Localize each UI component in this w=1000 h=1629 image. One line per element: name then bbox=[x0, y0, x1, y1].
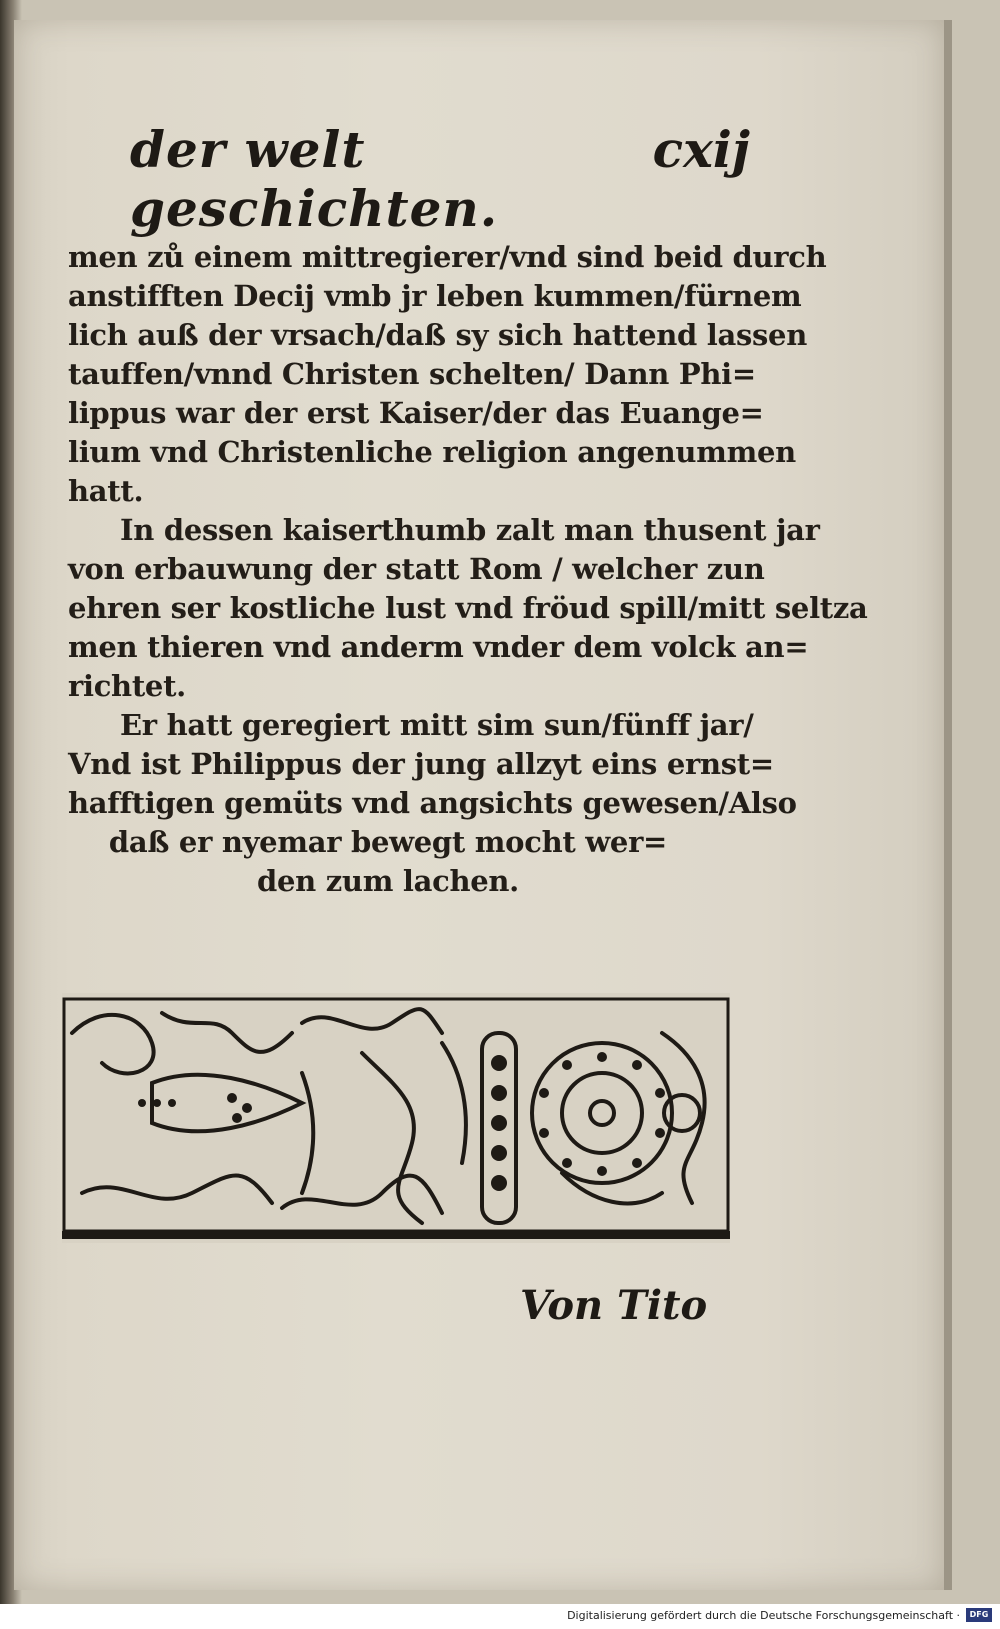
running-title: der welt geschichten. bbox=[130, 120, 499, 238]
text-line: lippus war der erst Kaiser/der das Euange= bbox=[68, 396, 764, 430]
text-line: hafftigen gemüts vnd angsichts gewesen/Also bbox=[68, 786, 797, 820]
text-line: Vnd ist Philippus der jung allzyt eins ernst= bbox=[68, 747, 774, 781]
text-line: lich auß der vrsach/daß sy sich hattend lassen bbox=[68, 318, 807, 352]
text-line: den zum lachen. bbox=[257, 864, 519, 898]
text-line: tauffen/vnnd Christen schelten/ Dann Phi= bbox=[68, 357, 756, 391]
page-edge bbox=[944, 20, 952, 1590]
folio-number: cxij bbox=[652, 120, 750, 179]
text-line: anstifften Decij vmb jr leben kummen/fürnem bbox=[68, 279, 802, 313]
woodcut-ornament bbox=[62, 993, 730, 1243]
body-text bbox=[68, 238, 868, 901]
funding-credit: Digitalisierung gefördert durch die Deutsche Forschungsgemeinschaft · bbox=[567, 1609, 960, 1622]
text-line: men zů einem mittregierer/vnd sind beid durch bbox=[68, 240, 827, 274]
dfg-logo-icon: DFG bbox=[966, 1608, 992, 1622]
text-line: richtet. bbox=[68, 669, 186, 703]
text-line: hatt. bbox=[68, 474, 144, 508]
text-line: In dessen kaiserthumb zalt man thusent jar bbox=[120, 513, 820, 547]
text-line: lium vnd Christenliche religion angenummen bbox=[68, 435, 796, 469]
text-line: Er hatt geregiert mitt sim sun/fünff jar/ bbox=[120, 708, 754, 742]
text-line: ehren ser kostliche lust vnd fröud spill/mitt seltza bbox=[68, 591, 868, 625]
page-header bbox=[130, 120, 750, 238]
text-line: men thieren vnd anderm vnder dem volck an= bbox=[68, 630, 809, 664]
catchword: Von Tito bbox=[520, 1282, 708, 1329]
text-line: von erbauwung der statt Rom / welcher zun bbox=[68, 552, 765, 586]
text-line: daß er nyemar bewegt mocht wer= bbox=[108, 825, 668, 859]
